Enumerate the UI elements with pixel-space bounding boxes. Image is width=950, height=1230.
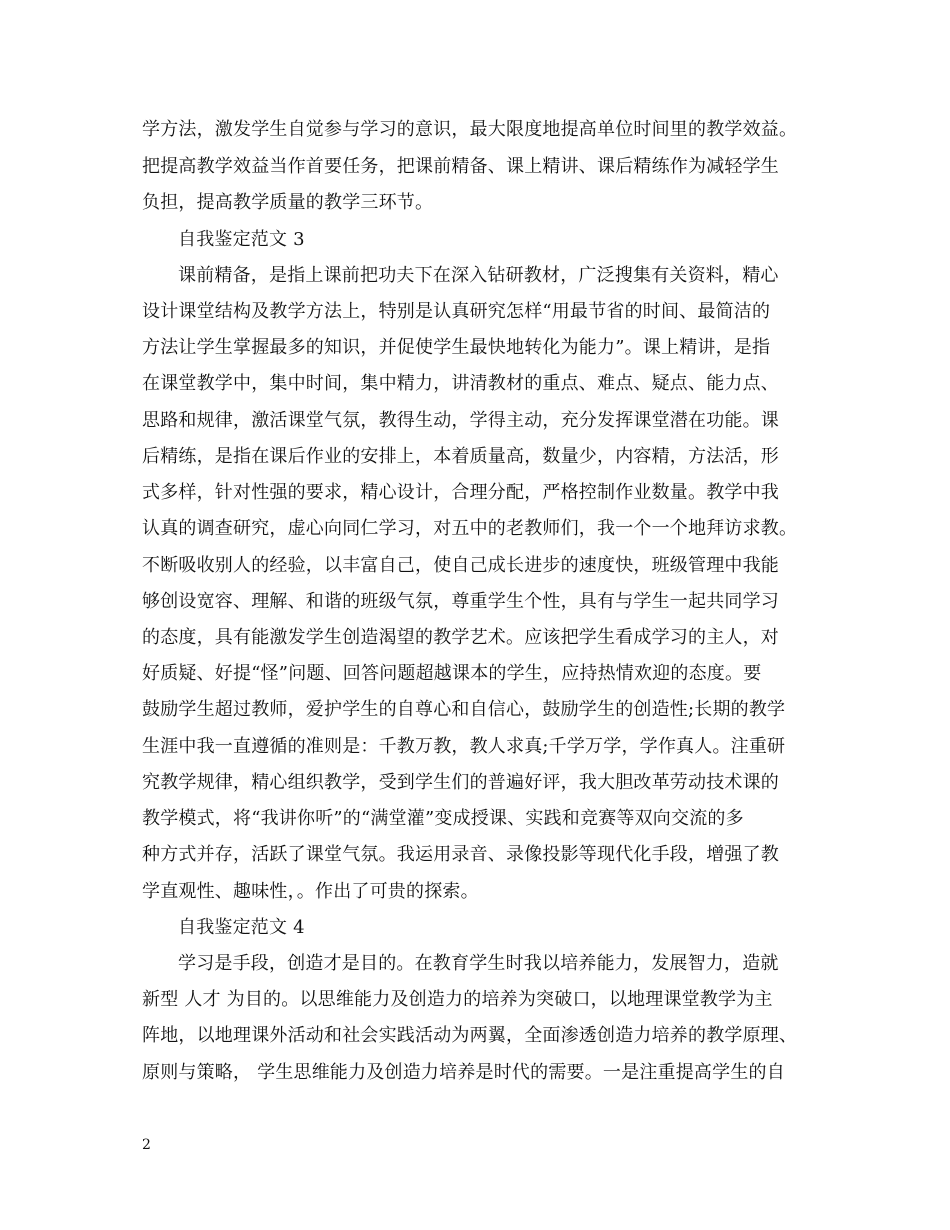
text-line: 后精练，是指在课后作业的安排上，本着质量高，数量少，内容精，方法活，形 [142,446,779,467]
text-line: 新型 人才 为目的。以思维能力及创造力的培养为突破口，以地理课堂教学为主 [142,989,773,1010]
text-line: 鼓励学生超过教师，爱护学生的自尊心和自信心，鼓励学生的创造性;长期的教学 [142,699,786,720]
text-line: 教学模式，将“我讲你听”的“满堂灌”变成授课、实践和竞赛等双向交流的多 [142,808,744,829]
text-line: 的态度，具有能激发学生创造渴望的教学艺术。应该把学生看成学习的主人，对 [142,627,779,648]
text-line: 把提高教学效益当作首要任务，把课前精备、课上精讲、课后精练作为减轻学生 [142,156,779,177]
section-heading: 自我鉴定范文 3 [178,229,305,250]
text-line: 好质疑、好提“怪”问题、回答问题超越课本的学生，应持热情欢迎的态度。要 [142,663,762,684]
text-line: 学直观性、趣味性，。作出了可贵的探索。 [142,881,479,902]
text-line: 式多样，针对性强的要求，精心设计，合理分配，严格控制作业数量。教学中我 [142,482,779,503]
text-line: 不断吸收别人的经验，以丰富自己，使自己成长进步的速度快，班级管理中我能 [142,555,779,576]
text-line: 种方式并存，活跃了课堂气氛。我运用录音、录像投影等现代化手段，增强了教 [142,844,779,865]
text-line: 学习是手段，创造才是目的。在教育学生时我以培养能力，发展智力，造就 [178,953,779,974]
section-heading: 自我鉴定范文 4 [178,917,305,938]
text-line: 负担，提高教学质量的教学三环节。 [142,192,434,213]
text-line: 思路和规律，激活课堂气氛，教得生动，学得主动，充分发挥课堂潜在功能。课 [142,410,779,431]
text-line: 原则与策略， 学生思维能力及创造力培养是时代的需要。一是注重提高学生的自 [142,1062,785,1083]
text-line: 生涯中我一直遵循的准则是：千教万教，教人求真;千学万学，学作真人。注重研 [142,736,786,757]
text-line: 设计课堂结构及教学方法上，特别是认真研究怎样“用最节省的时间、最简洁的 [142,301,771,322]
text-line: 课前精备，是指上课前把功夫下在深入钻研教材，广泛搜集有关资料，精心 [178,265,779,286]
text-line: 够创设宽容、理解、和谐的班级气氛，尊重学生个性，具有与学生一起共同学习 [142,591,779,612]
text-line: 认真的调查研究，虚心向同仁学习，对五中的老教师们，我一个一个地拜访求教。 [142,518,798,539]
text-line: 学方法，激发学生自觉参与学习的意识，最大限度地提高单位时间里的教学效益。 [142,119,798,140]
text-line: 在课堂教学中，集中时间，集中精力，讲清教材的重点、难点、疑点、能力点、 [142,373,779,394]
text-line: 方法让学生掌握最多的知识，并促使学生最快地转化为能力”。课上精讲，是指 [142,337,771,358]
text-line: 究教学规律，精心组织教学，受到学生们的普遍好评，我大胆改革劳动技术课的 [142,772,779,793]
page-number: 2 [142,1137,151,1153]
text-line: 阵地，以地理课外活动和社会实践活动为两翼，全面渗透创造力培养的教学原理、 [142,1025,798,1046]
